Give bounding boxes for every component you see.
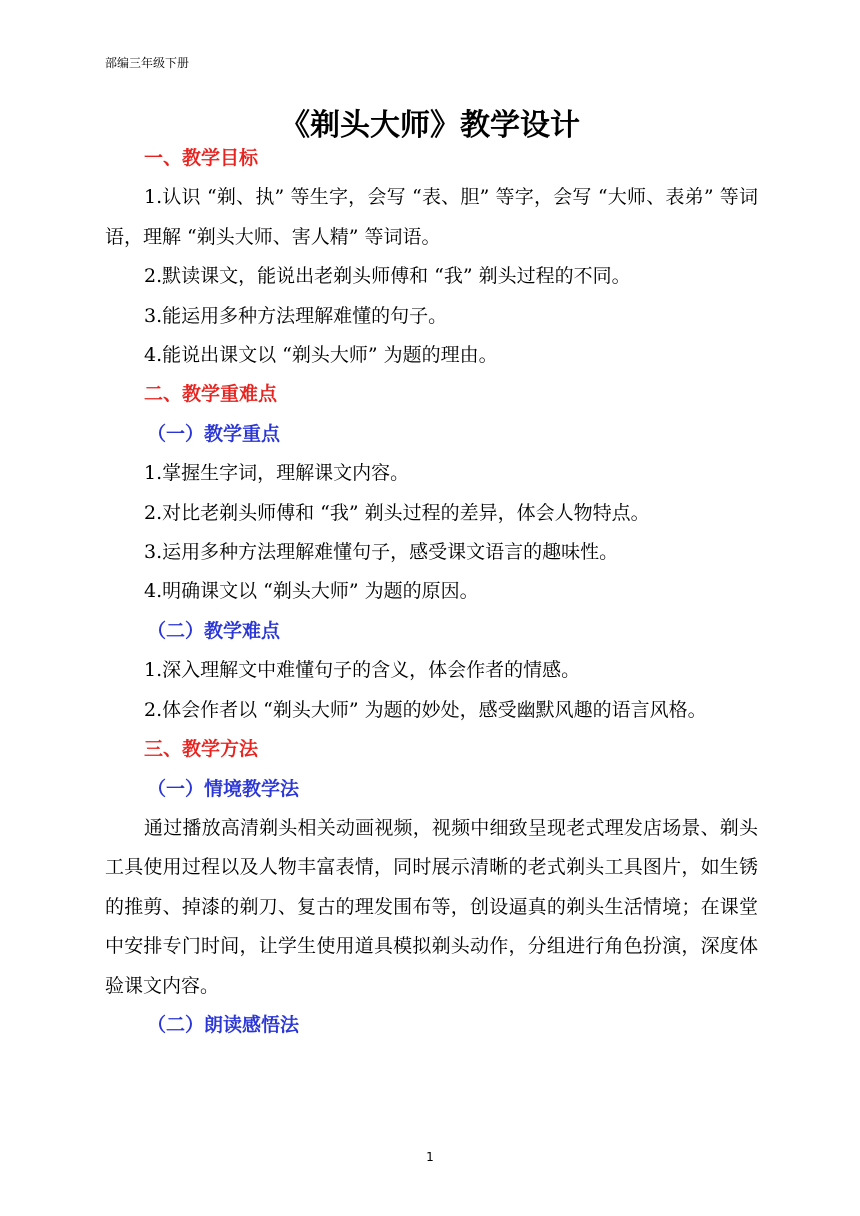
document-body <box>105 139 758 1045</box>
subheading-difficult-points: （二）教学难点 <box>147 619 281 642</box>
subheading-situational-teaching: （一）情境教学法 <box>147 777 300 800</box>
subheading-reading-method: （二）朗读感悟法 <box>147 1013 300 1036</box>
goal-item: 3.能运用多种方法理解难懂的句子。 <box>144 304 448 327</box>
difficult-point-item: 2.体会作者以 “剃头大师” 为题的妙处，感受幽默风趣的语言风格。 <box>144 698 707 721</box>
section-heading-methods: 三、教学方法 <box>144 738 259 761</box>
difficult-point-item: 1.深入理解文中难懂句子的含义，体会作者的情感。 <box>144 659 581 682</box>
goal-item: 2.默读课文，能说出老剃头师傅和 “我” 剃头过程的不同。 <box>144 265 631 288</box>
key-point-item: 2.对比老剃头师傅和 “我” 剃头过程的差异，体会人物特点。 <box>144 501 650 524</box>
header-note: 部编三年级下册 <box>105 56 190 70</box>
goal-item: 1.认识 “剃、执” 等生字，会写 “表、胆” 等字，会写 “大师、表弟” 等词语，理解 “剃头大师、害人精” 等词语。 <box>105 186 758 248</box>
document-title: 《剃头大师》教学设计 <box>280 108 580 143</box>
goal-item: 4.能说出课文以 “剃头大师” 为题的理由。 <box>144 344 498 367</box>
key-point-item: 3.运用多种方法理解难懂句子，感受课文语言的趣味性。 <box>144 541 619 564</box>
method-paragraph: 通过播放高清剃头相关动画视频，视频中细致呈现老式理发店场景、剃头工具使用过程以及人物丰富表情，同时展示清晰的老式剃头工具图片，如生锈的推剪、掉漆的剃刀、复古的理发围布等，创设逼真的剃头生活情境；在课堂中安排专门时间，让学生使用道具模拟剃头动作，分组进行角色扮演，深度体验课文内容。 <box>105 816 758 997</box>
section-heading-key-difficult: 二、教学重难点 <box>144 383 278 406</box>
key-point-item: 1.掌握生字词，理解课文内容。 <box>144 462 410 485</box>
subheading-key-points: （一）教学重点 <box>147 422 281 445</box>
page-number: 1 <box>426 1150 434 1164</box>
key-point-item: 4.明确课文以 “剃头大师” 为题的原因。 <box>144 580 479 603</box>
section-heading-goals: 一、教学目标 <box>144 147 259 169</box>
